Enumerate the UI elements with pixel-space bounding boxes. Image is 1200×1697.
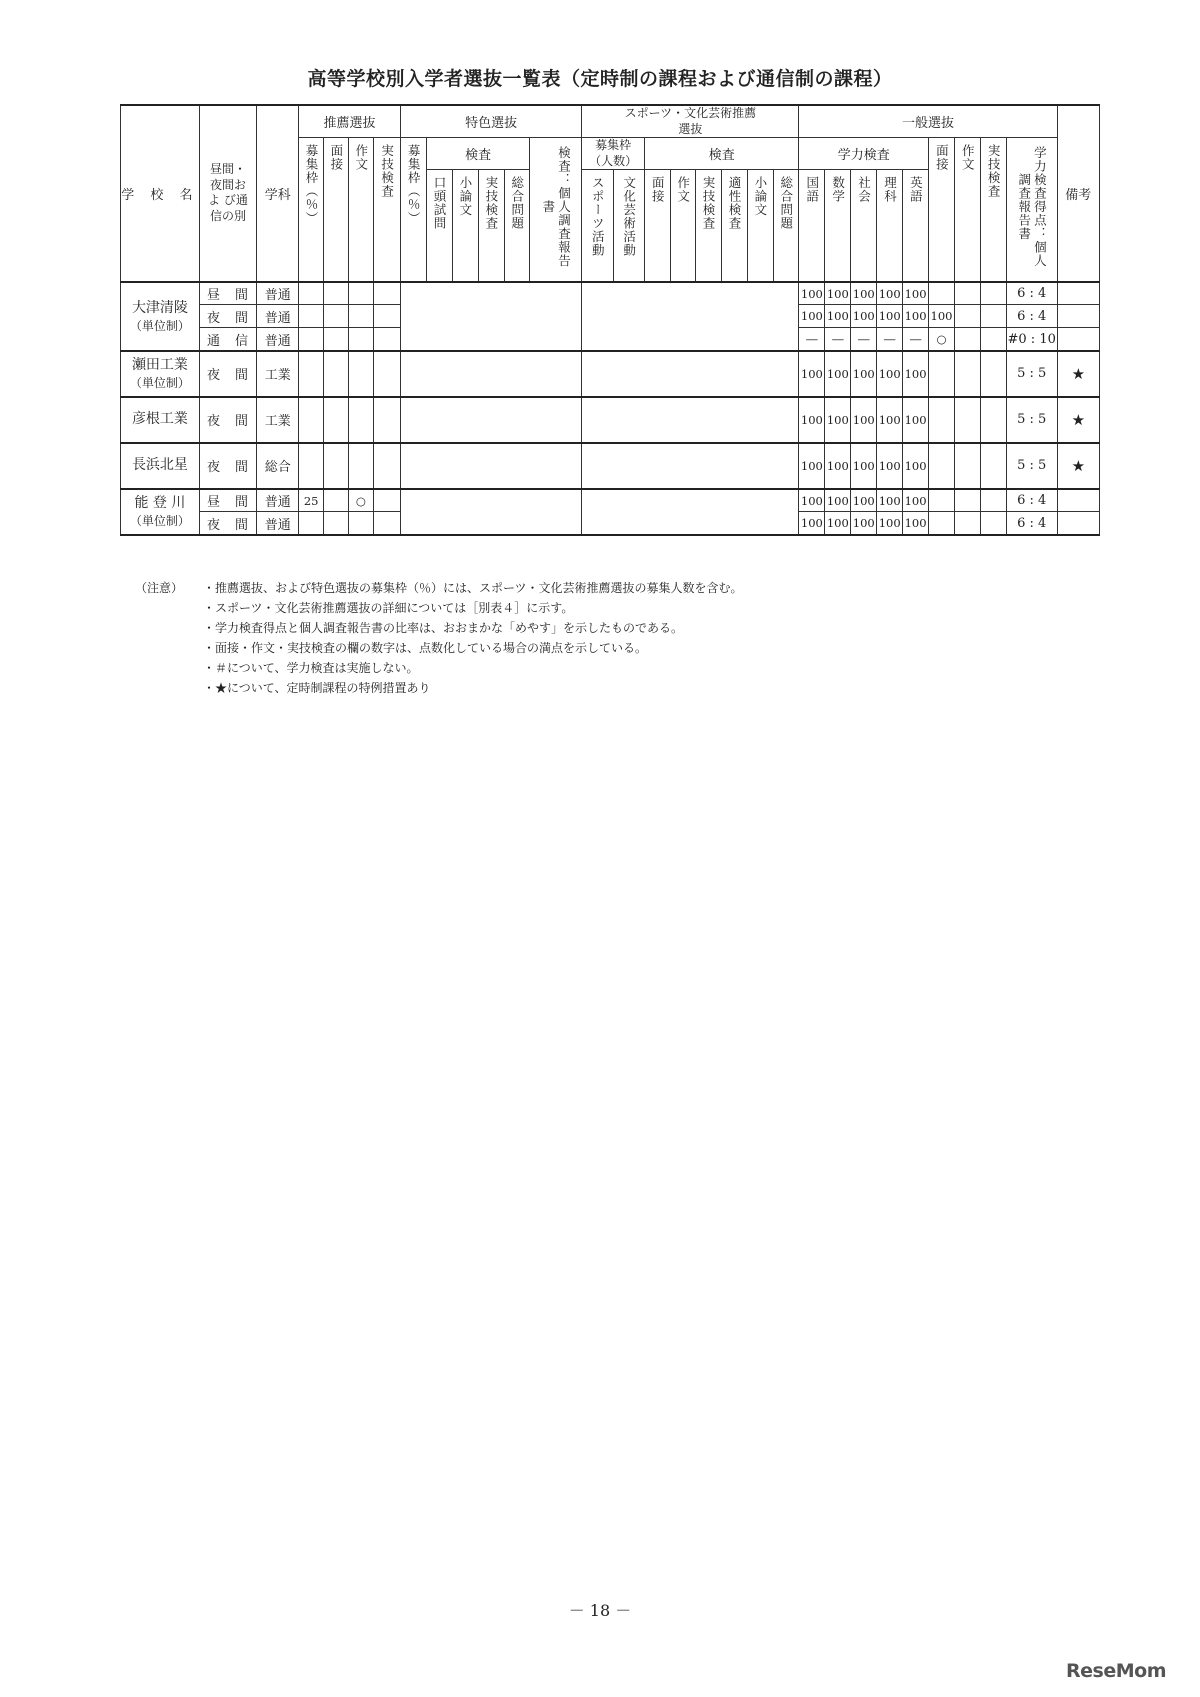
school-name-cell <box>121 397 200 443</box>
header-school: 学 校 名 <box>121 105 200 282</box>
header-sp-bunka: 文化芸術活動 <box>613 170 644 282</box>
table-body <box>121 282 1100 535</box>
dept-cell: 普通 <box>257 305 299 328</box>
ippan-jitsugi-cell <box>980 305 1006 328</box>
score-cell: 100 <box>851 282 877 305</box>
suisen-mensetsu-cell <box>324 282 349 305</box>
score-cell: 100 <box>877 512 903 535</box>
header-tokushoku: 特色選抜 <box>400 105 582 138</box>
header-gakuryoku: 学力検査 <box>799 138 929 170</box>
remarks-cell <box>1057 489 1099 512</box>
header-sports-kensa: 検査 <box>644 138 798 170</box>
header-tokushoku-ratio: 検査：個人調査報告書 <box>530 138 582 282</box>
score-cell: 100 <box>903 351 929 397</box>
remarks-cell <box>1057 305 1099 328</box>
header-tokushoku-kensa: 検査 <box>426 138 530 170</box>
time-cell: 通 信 <box>199 328 256 351</box>
dept-cell: 工業 <box>257 397 299 443</box>
ippan-mensetsu-cell: ○ <box>929 328 955 351</box>
suisen-jitsugi-cell <box>373 282 400 305</box>
score-cell: 100 <box>799 443 825 489</box>
note-item: ・面接・作文・実技検査の欄の数字は、点数化している場合の満点を示している。 <box>203 641 648 655</box>
school-name-cell <box>121 282 200 351</box>
score-cell: 100 <box>877 397 903 443</box>
sports-empty-block <box>582 351 799 397</box>
ippan-mensetsu-cell <box>929 282 955 305</box>
suisen-sakubun-cell <box>348 443 373 489</box>
time-cell: 昼 間 <box>199 282 256 305</box>
ippan-jitsugi-cell <box>980 489 1006 512</box>
score-cell: 100 <box>877 282 903 305</box>
score-cell: 100 <box>877 489 903 512</box>
suisen-mensetsu-cell <box>324 512 349 535</box>
score-cell: 100 <box>825 305 851 328</box>
header-tokushoku-boshu: 募集枠（％） <box>400 138 426 282</box>
ratio-cell: 5 : 5 <box>1006 443 1057 489</box>
score-cell: 100 <box>903 397 929 443</box>
header-sp-sports: スポーツ活動 <box>582 170 613 282</box>
header-ippan-ratio: 学力検査得点：個人調査報告書 <box>1006 138 1057 282</box>
score-cell: 100 <box>851 397 877 443</box>
tokushoku-empty-block <box>400 397 582 443</box>
header-sp-mensetsu: 面接 <box>644 170 670 282</box>
suisen-sakubun-cell <box>348 328 373 351</box>
school-name: 彦根工業 <box>131 411 188 428</box>
score-cell: ― <box>903 328 929 351</box>
header-koutou: 口頭試問 <box>426 170 452 282</box>
header-suisen-mensetsu: 面接 <box>324 138 349 282</box>
score-cell: 100 <box>903 282 929 305</box>
ippan-sakubun-cell <box>954 443 980 489</box>
suisen-boshu-cell: 25 <box>299 489 324 512</box>
header-suisen: 推薦選抜 <box>299 105 401 138</box>
ippan-mensetsu-cell <box>929 512 955 535</box>
header-sp-tekisei: 適性検査 <box>721 170 747 282</box>
suisen-mensetsu-cell <box>324 489 349 512</box>
suisen-jitsugi-cell <box>373 512 400 535</box>
tokushoku-empty-block <box>400 489 582 535</box>
notes-head: （注意） <box>135 581 184 595</box>
dept-cell: 普通 <box>257 489 299 512</box>
time-cell: 夜 間 <box>199 351 256 397</box>
header-shouronbun: 小論文 <box>452 170 478 282</box>
score-cell: 100 <box>799 397 825 443</box>
header-sports-boshu: 募集枠（人数） <box>582 138 645 170</box>
ippan-jitsugi-cell <box>980 443 1006 489</box>
school-name: 大津清陵 <box>131 299 188 316</box>
time-cell: 夜 間 <box>199 443 256 489</box>
score-cell: 100 <box>825 282 851 305</box>
score-cell: 100 <box>851 351 877 397</box>
note-item: ・推薦選抜、および特色選抜の募集枠（％）には、スポーツ・文化芸術推薦選抜の募集人数を含む。 <box>203 581 743 595</box>
suisen-boshu-cell <box>299 512 324 535</box>
dept-cell: 普通 <box>257 328 299 351</box>
dept-cell: 普通 <box>257 512 299 535</box>
time-cell: 夜 間 <box>199 512 256 535</box>
table-row <box>121 282 1100 305</box>
school-name: 能 登 川 <box>134 495 186 512</box>
ippan-jitsugi-cell <box>980 351 1006 397</box>
remarks-cell: ★ <box>1057 397 1099 443</box>
ippan-sakubun-cell <box>954 328 980 351</box>
sports-empty-block <box>582 397 799 443</box>
tokushoku-empty-block <box>400 282 582 351</box>
suisen-sakubun-cell <box>348 397 373 443</box>
score-cell: 100 <box>877 305 903 328</box>
dept-cell: 総合 <box>257 443 299 489</box>
ippan-sakubun-cell <box>954 282 980 305</box>
header-dept: 学科 <box>257 105 299 282</box>
note-item: ・＃について、学力検査は実施しない。 <box>203 661 419 675</box>
header-sp-sakubun: 作文 <box>670 170 695 282</box>
header-sp-jitsugi: 実技検査 <box>695 170 721 282</box>
suisen-sakubun-cell <box>348 282 373 305</box>
ippan-mensetsu-cell <box>929 443 955 489</box>
suisen-jitsugi-cell <box>373 328 400 351</box>
score-cell: 100 <box>799 305 825 328</box>
suisen-jitsugi-cell <box>373 443 400 489</box>
ratio-cell: 5 : 5 <box>1006 397 1057 443</box>
tokushoku-empty-block <box>400 443 582 489</box>
tokushoku-empty-block <box>400 351 582 397</box>
sports-empty-block <box>582 443 799 489</box>
suisen-sakubun-cell: ○ <box>348 489 373 512</box>
score-cell: ― <box>851 328 877 351</box>
score-cell: 100 <box>825 489 851 512</box>
ratio-cell: #0 : 10 <box>1006 328 1057 351</box>
table-row <box>121 443 1100 489</box>
suisen-jitsugi-cell <box>373 489 400 512</box>
score-cell: 100 <box>851 489 877 512</box>
header-eigo: 英語 <box>903 170 929 282</box>
sports-empty-block <box>582 282 799 351</box>
table-row <box>121 397 1100 443</box>
table-row <box>121 489 1100 512</box>
suisen-boshu-cell <box>299 443 324 489</box>
header-shakai: 社会 <box>851 170 877 282</box>
suisen-sakubun-cell <box>348 305 373 328</box>
score-cell: 100 <box>825 512 851 535</box>
suisen-mensetsu-cell <box>324 397 349 443</box>
ippan-sakubun-cell <box>954 397 980 443</box>
school-name: 瀬田工業 <box>131 357 188 374</box>
header-remarks: 備考 <box>1057 105 1099 282</box>
ippan-mensetsu-cell: 100 <box>929 305 955 328</box>
header-ippan: 一般選抜 <box>799 105 1057 138</box>
suisen-boshu-cell <box>299 305 324 328</box>
remarks-cell <box>1057 328 1099 351</box>
table-row <box>121 351 1100 397</box>
score-cell: ― <box>877 328 903 351</box>
suisen-mensetsu-cell <box>324 443 349 489</box>
suisen-mensetsu-cell <box>324 305 349 328</box>
ippan-jitsugi-cell <box>980 512 1006 535</box>
note-row <box>135 578 743 698</box>
suisen-jitsugi-cell <box>373 351 400 397</box>
school-sub: （単位制） <box>129 514 190 529</box>
ratio-cell: 6 : 4 <box>1006 282 1057 305</box>
note-item: ・★について、定時制課程の特例措置あり <box>203 681 431 695</box>
header-suisen-sakubun: 作文 <box>348 138 373 282</box>
page-title: 高等学校別入学者選抜一覧表（定時制の課程および通信制の課程） <box>307 68 893 90</box>
header-suisen-jitsugi: 実技検査 <box>373 138 400 282</box>
suisen-mensetsu-cell <box>324 328 349 351</box>
score-cell: 100 <box>877 443 903 489</box>
remarks-cell: ★ <box>1057 351 1099 397</box>
ratio-cell: 6 : 4 <box>1006 305 1057 328</box>
note-item: ・スポーツ・文化芸術推薦選抜の詳細については［別表４］に示す。 <box>203 601 574 615</box>
ippan-sakubun-cell <box>954 489 980 512</box>
notes <box>135 578 743 698</box>
header-sports: スポーツ・文化芸術推薦選抜 <box>582 105 799 138</box>
sports-empty-block <box>582 489 799 535</box>
ippan-jitsugi-cell <box>980 328 1006 351</box>
header-ippan-jitsugi: 実技検査 <box>980 138 1006 282</box>
header-tk-jitsugi: 実技検査 <box>478 170 504 282</box>
dept-cell: 工業 <box>257 351 299 397</box>
score-cell: 100 <box>825 351 851 397</box>
suisen-jitsugi-cell <box>373 397 400 443</box>
ippan-mensetsu-cell <box>929 351 955 397</box>
time-cell: 夜 間 <box>199 305 256 328</box>
selection-table <box>120 104 1100 536</box>
score-cell: 100 <box>799 282 825 305</box>
suisen-mensetsu-cell <box>324 351 349 397</box>
header-sp-sougou: 総合問題 <box>773 170 799 282</box>
score-cell: 100 <box>799 489 825 512</box>
header-suisen-boshu: 募集枠（％） <box>299 138 324 282</box>
header-day-night: 昼間・夜間およ び通 信の別 <box>199 105 256 282</box>
suisen-boshu-cell <box>299 351 324 397</box>
score-cell: 100 <box>851 305 877 328</box>
remarks-cell <box>1057 512 1099 535</box>
header-sougou: 総合問題 <box>504 170 530 282</box>
score-cell: 100 <box>799 351 825 397</box>
school-name-cell <box>121 489 200 535</box>
school-name-cell <box>121 443 200 489</box>
score-cell: 100 <box>903 443 929 489</box>
header-ippan-mensetsu: 面接 <box>929 138 955 282</box>
school-sub: （単位制） <box>129 376 190 391</box>
score-cell: ― <box>825 328 851 351</box>
score-cell: 100 <box>903 512 929 535</box>
ippan-sakubun-cell <box>954 512 980 535</box>
ippan-mensetsu-cell <box>929 489 955 512</box>
remarks-cell <box>1057 282 1099 305</box>
suisen-boshu-cell <box>299 397 324 443</box>
score-cell: 100 <box>825 443 851 489</box>
remarks-cell: ★ <box>1057 443 1099 489</box>
ratio-cell: 6 : 4 <box>1006 512 1057 535</box>
ippan-sakubun-cell <box>954 351 980 397</box>
header-sp-shouronbun: 小論文 <box>747 170 773 282</box>
score-cell: ― <box>799 328 825 351</box>
ratio-cell: 5 : 5 <box>1006 351 1057 397</box>
suisen-boshu-cell <box>299 328 324 351</box>
score-cell: 100 <box>903 305 929 328</box>
ippan-mensetsu-cell <box>929 397 955 443</box>
school-sub: （単位制） <box>129 318 190 333</box>
header-rika: 理科 <box>877 170 903 282</box>
suisen-sakubun-cell <box>348 512 373 535</box>
suisen-sakubun-cell <box>348 351 373 397</box>
suisen-jitsugi-cell <box>373 305 400 328</box>
score-cell: 100 <box>825 397 851 443</box>
header-ippan-sakubun: 作文 <box>954 138 980 282</box>
school-name: 長浜北星 <box>131 457 188 474</box>
score-cell: 100 <box>851 443 877 489</box>
page-number: － 18 － <box>568 1601 632 1620</box>
suisen-boshu-cell <box>299 282 324 305</box>
school-name-cell <box>121 351 200 397</box>
score-cell: 100 <box>851 512 877 535</box>
time-cell: 昼 間 <box>199 489 256 512</box>
header-suugaku: 数学 <box>825 170 851 282</box>
time-cell: 夜 間 <box>199 397 256 443</box>
score-cell: 100 <box>799 512 825 535</box>
ippan-jitsugi-cell <box>980 397 1006 443</box>
header-kokugo: 国語 <box>799 170 825 282</box>
note-item: ・学力検査得点と個人調査報告書の比率は、おおまかな「めやす」を示したものである。 <box>203 621 684 635</box>
resemom-logo: ReseMom <box>1066 1660 1166 1682</box>
score-cell: 100 <box>877 351 903 397</box>
ratio-cell: 6 : 4 <box>1006 489 1057 512</box>
dept-cell: 普通 <box>257 282 299 305</box>
ippan-sakubun-cell <box>954 305 980 328</box>
notes-list <box>203 578 743 698</box>
score-cell: 100 <box>903 489 929 512</box>
ippan-jitsugi-cell <box>980 282 1006 305</box>
